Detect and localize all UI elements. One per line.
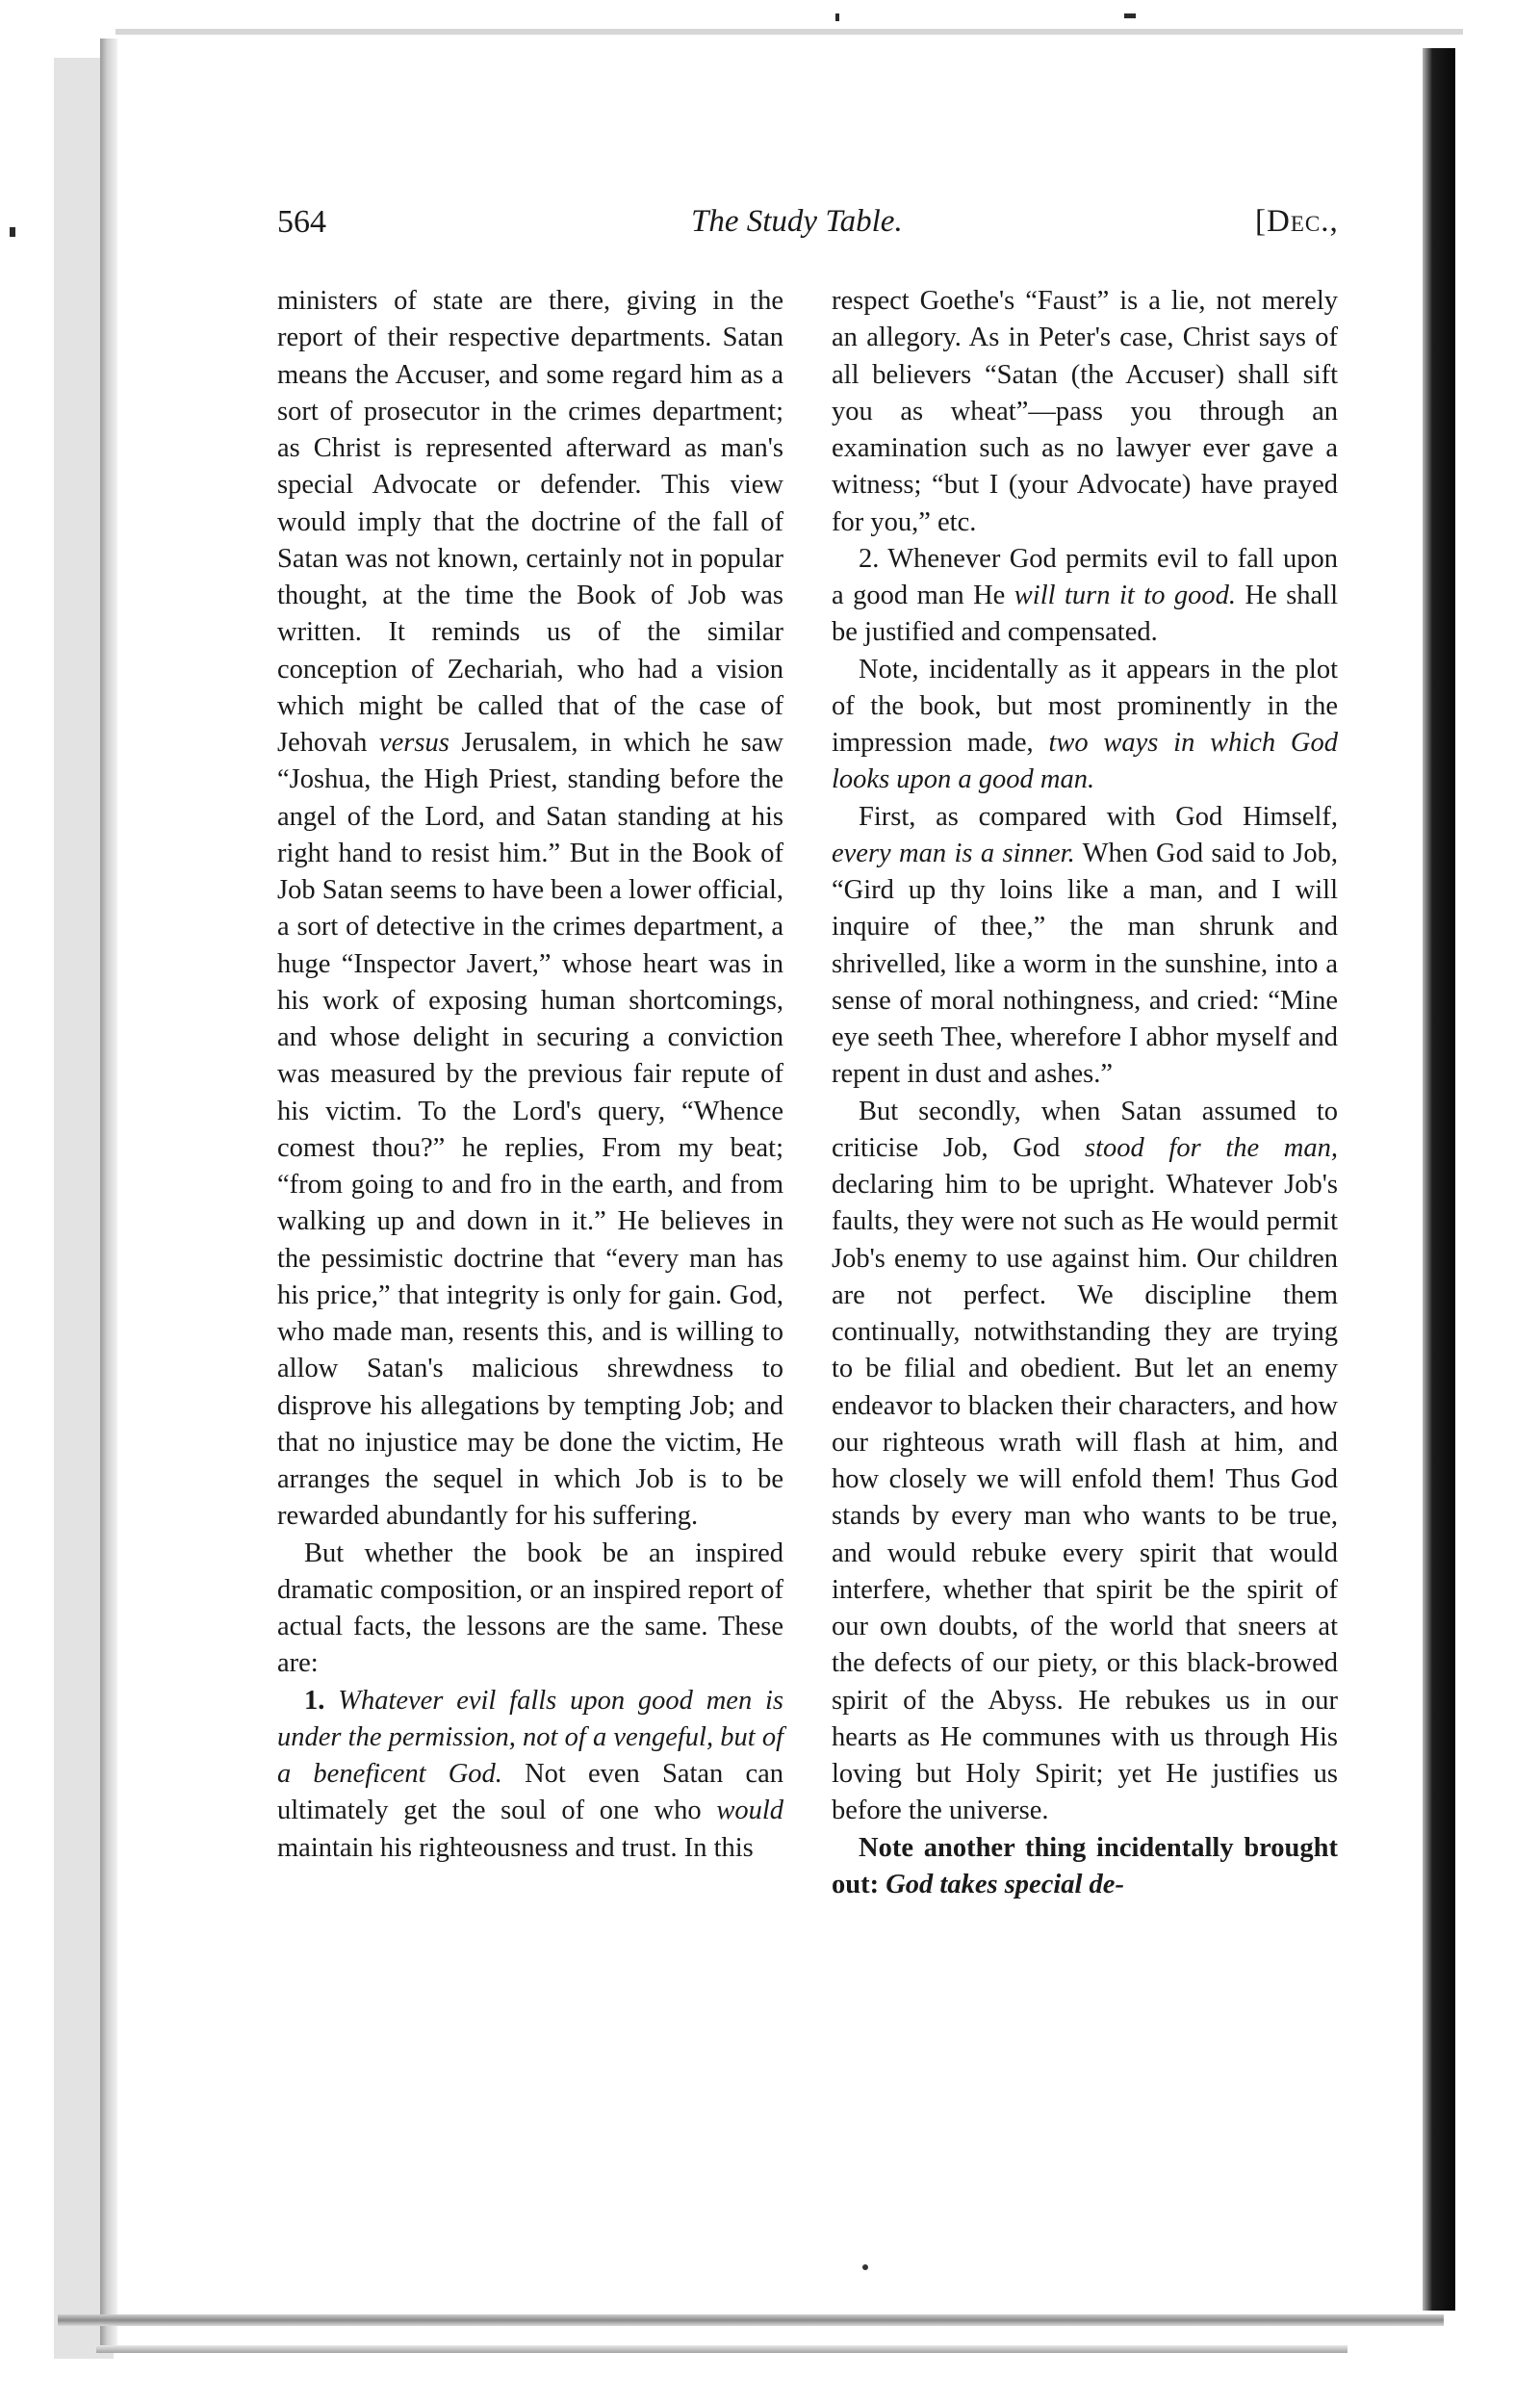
paragraph: respect Goethe's “Faust” is a lie, not merely an allegory. As in Peter's case, Christ says of all believers “Satan (the Accuser) shall sift you as wheat”—pass you through an examination such as no lawyer ever gave a witness; “but I (your Advocate) have prayed for you,” etc. <box>832 286 1338 537</box>
paragraph <box>832 541 1338 652</box>
italic-text: versus <box>379 728 449 758</box>
list-number: 1. <box>304 1685 325 1716</box>
page-top-edge <box>116 29 1463 35</box>
text-run: But secondly, when Satan assumed to criticise Job, God <box>832 1096 1338 1163</box>
italic-text: stood for the man, <box>1084 1132 1338 1163</box>
text-run: First, as compared with God Himself, <box>859 801 1338 832</box>
paragraph <box>832 1094 1338 1830</box>
page-number: 564 <box>277 204 326 240</box>
italic-text: two ways in which God looks upon a good man. <box>832 728 1338 795</box>
paragraph <box>277 1683 783 1867</box>
paragraph <box>832 799 1338 1094</box>
italic-text: would <box>716 1796 783 1826</box>
text-run: Jerusalem, in which he saw “Joshua, the High Priest, standing before the angel of the Lord, and Satan standing at his right hand to resist him.” But in the Book of Job Satan seems to have been a lower official, a sort of detective in the crimes department, a huge “Inspector Javert,” whose heart was in his work of exposing human shortcomings, and whose delight in securing a conviction was measured by the previous fair repute of his victim. To the Lord's query, “Whence comest thou?” he replies, From my beat; “from going to and fro in the earth, and from walking up and down in it.” He believes in the pessimistic doctrine that “every man has his price,” that integrity is only for gain. God, who made man, resents this, and is willing to allow Satan's malicious shrewdness to disprove his allegations by tempting Job; and that no injustice may be done the victim, He arranges the sequel in which Job is to be rewarded abundantly for his suffering. <box>277 728 783 1532</box>
running-date: [Dec., <box>1255 204 1339 239</box>
scan-speck <box>835 13 839 21</box>
running-header <box>277 204 1363 252</box>
text-run: declaring him to be upright. Whatever Job's faults, they were not such as He would permit Job's enemy to use against him. Our children are not perfect. We discipline them continually, notwithstanding they are trying to be filial and obedient. But let an enemy endeavor to blacken their characters, and how our righteous wrath will flash at him, and how closely we will enfold them! Thus God stands by every man who wants to be true, and would rebuke every spirit that would interfere, whether that spirit be the spirit of our own doubts, of the world that sneers at the defects of our piety, or this black-browed spirit of the Abyss. He rebukes us in our hearts as He communes with us through His loving but Holy Spirit; yet He justifies us before the universe. <box>832 1170 1338 1826</box>
text-run: ministers of state are there, giving in the report of their respective departments. Satan means the Accuser, and some regard him as a sort of prosecutor in the crimes department; as Christ is represented afterward as man's special Advocate or defender. This view would imply that the doctrine of the fall of Satan was not known, certainly not in popular thought, at the time the Book of Job was written. It reminds us of the similar conception of Zechariah, who had a vision which might be called that of the case of Jehovah <box>277 286 783 758</box>
text-run: maintain his righteousness and trust. In this <box>277 1832 754 1863</box>
right-column <box>832 283 1338 1903</box>
running-title: The Study Table. <box>691 204 903 239</box>
scan-speck <box>1124 13 1136 18</box>
scan-speck <box>10 227 15 237</box>
text-run: 2. Whenever God permits evil to fall upon a good man He <box>832 543 1338 610</box>
text-run: Note, incidentally as it appears in the plot of the book, but most prominently in the impression made, <box>832 654 1338 758</box>
left-column <box>277 283 783 1867</box>
italic-text: God takes special de- <box>886 1869 1124 1899</box>
italic-text: will turn it to good. <box>1014 581 1237 610</box>
text-run: Note another thing incidentally brought out: <box>832 1832 1338 1899</box>
paragraph: But whether the book be an inspired dramatic composition, or an inspired report of actual facts, the lessons are the same. These are: <box>277 1537 783 1679</box>
page-bottom-shadow <box>96 2345 1348 2353</box>
ink-speck <box>862 2264 868 2270</box>
page-bottom-edge <box>58 2314 1444 2326</box>
paragraph <box>832 652 1338 799</box>
paragraph <box>832 1830 1338 1904</box>
text-run: When God said to Job, “Gird up thy loins like a man, and I will inquire of thee,” the man shrunk and shrivelled, like a worm in the sunshine, into a sense of moral nothingness, and cried: “Mine eye seeth Thee, wherefore I abhor myself and repent in dust and ashes.” <box>832 838 1338 1090</box>
italic-text: Whatever evil falls upon good men is under the permission, not of a vengeful, but of a beneficent God. <box>277 1685 784 1789</box>
italic-text: every man is a sinner. <box>832 838 1075 868</box>
text-run: Not even Satan can ultimately get the soul of one who <box>277 1759 784 1826</box>
page-gutter <box>100 39 117 2349</box>
paragraph <box>277 283 783 1536</box>
page-right-edge <box>1423 48 1455 2311</box>
text-run: He shall be justified and compensated. <box>832 581 1339 648</box>
